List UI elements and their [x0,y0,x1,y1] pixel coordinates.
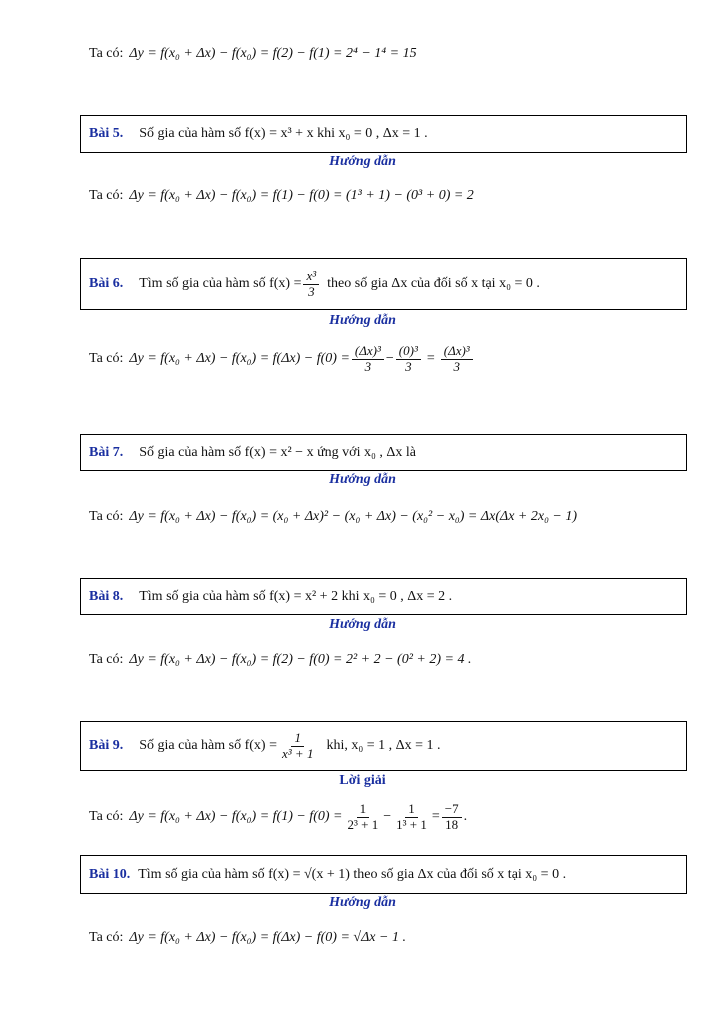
fraction-numerator: (Δx)³ [352,344,384,360]
fraction [344,802,381,833]
problem-text-post: khi, x₀ = 1 , Δx = 1 . [326,738,441,753]
fraction-numerator: (Δx)³ [441,344,473,360]
fraction [303,269,319,300]
solution-line-7 [89,509,577,525]
problem-box-7 [80,434,687,471]
solution-line-9 [89,802,467,833]
problem-text-pre: Số gia của hàm số f(x) = [139,738,277,753]
equation-pre: Δy = f(x₀ + Δx) − f(x₀) = f(1) − f(0) = [129,809,343,825]
problem-text-pre: Tìm số gia của hàm số f(x) = [139,276,302,291]
ta-co-label: Ta có: [89,188,124,203]
problem-text-post: theo số gia Δx của đối số x tại x₀ = 0 . [327,276,540,291]
problem-label: Bài 5. [89,126,124,141]
fraction-denominator: 3 [308,283,315,299]
solution-line-10 [89,930,406,946]
equation: Δy = f(x₀ + Δx) − f(x₀) = f(2) − f(1) = 2⁴ − 1⁴ = 15 [129,46,417,61]
problem-label: Bài 7. [89,444,124,460]
fraction-numerator: x³ [303,269,319,285]
equals-sign: = [431,809,440,825]
ta-co-label: Ta có: [89,509,124,524]
fraction [352,344,384,375]
huong-dan-heading: Hướng dẫn [329,472,396,487]
huong-dan-heading: Hướng dẫn [329,154,396,169]
solution-line-4 [89,46,417,62]
minus-sign: − [385,351,394,367]
problem-box-10 [80,855,687,894]
fraction-denominator: 3 [364,358,372,374]
ta-co-label: Ta có: [89,809,124,825]
fraction-denominator: 3 [453,358,460,374]
solution-line-8 [89,652,471,668]
equation: Δy = f(x₀ + Δx) − f(x₀) = f(Δx) − f(0) = √Δx − 1 . [129,930,406,945]
ta-co-label: Ta có: [89,930,124,945]
problem-label: Bài 8. [89,588,124,604]
solution-line-5 [89,188,474,204]
fraction [441,344,473,375]
problem-box-6 [80,258,687,310]
problem-label: Bài 9. [89,738,124,753]
equation: Δy = f(x₀ + Δx) − f(x₀) = f(1) − f(0) = (1³ + 1) − (0³ + 0) = 2 [129,188,474,203]
equation-pre: Δy = f(x₀ + Δx) − f(x₀) = f(Δx) − f(0) = [129,351,350,367]
problem-text: Tìm số gia của hàm số f(x) = √(x + 1) theo số gia Δx của đối số x tại x₀ = 0 . [138,866,567,882]
fraction-denominator: 3 [405,358,412,374]
problem-box-5 [80,115,687,153]
equation: Δy = f(x₀ + Δx) − f(x₀) = (x₀ + Δx)² − (x₀ + Δx) − (x₀² − x₀) = Δx(Δx + 2x₀ − 1) [129,509,578,524]
problem-box-9 [80,721,687,771]
fraction [396,344,421,375]
problem-label: Bài 10. [89,866,131,882]
ta-co-label: Ta có: [89,46,124,61]
problem-text: Số gia của hàm số f(x) = x³ + x khi x₀ = 0 , Δx = 1 . [139,126,428,141]
problem-text: Số gia của hàm số f(x) = x² − x ứng với x₀ , Δx là [139,444,416,460]
fraction-numerator: (0)³ [396,344,421,360]
period: . [463,809,468,825]
equals-sign: = [426,351,435,367]
fraction-denominator: 2³ + 1 [347,816,379,832]
problem-label: Bài 6. [89,276,124,291]
fraction [393,802,430,833]
fraction [442,802,462,833]
minus-sign: − [383,809,392,825]
fraction-numerator: 1 [405,802,418,818]
equation: Δy = f(x₀ + Δx) − f(x₀) = f(2) − f(0) = 2² + 2 − (0² + 2) = 4 . [129,652,472,667]
huong-dan-heading: Hướng dẫn [329,313,396,328]
problem-text: Tìm số gia của hàm số f(x) = x² + 2 khi x₀ = 0 , Δx = 2 . [139,588,453,604]
fraction-denominator: 1³ + 1 [396,816,427,832]
loi-giai-heading: Lời giải [339,773,386,788]
fraction-numerator: 1 [357,802,370,818]
huong-dan-heading: Hướng dẫn [329,895,396,910]
fraction-denominator: 18 [445,816,459,832]
fraction-denominator: x³ + 1 [282,745,314,761]
huong-dan-heading: Hướng dẫn [329,617,396,632]
fraction-numerator: −7 [442,802,462,818]
ta-co-label: Ta có: [89,351,124,367]
ta-co-label: Ta có: [89,652,124,667]
solution-line-6 [89,344,475,375]
fraction [279,731,316,762]
problem-box-8 [80,578,687,615]
fraction-numerator: 1 [291,731,304,747]
